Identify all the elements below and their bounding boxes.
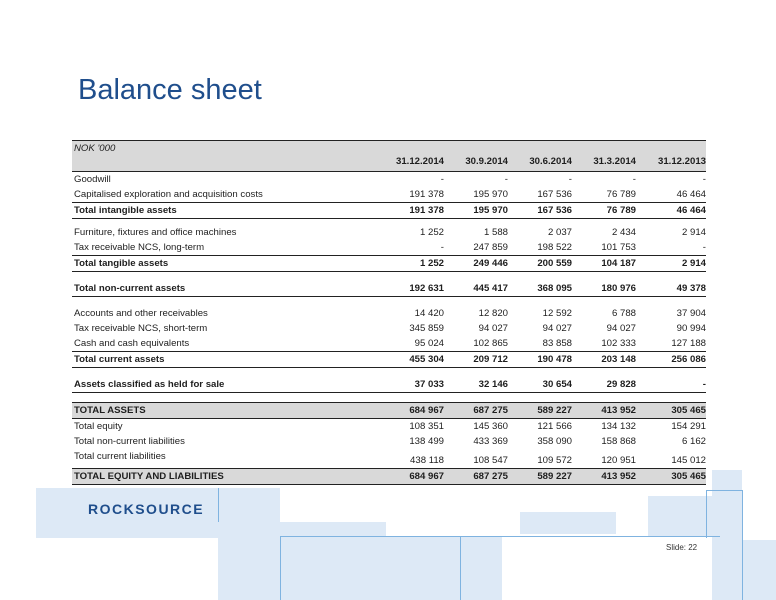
cell: 1 252 <box>419 258 444 269</box>
cell: 32 146 <box>478 379 508 390</box>
cell: 438 118 <box>410 455 444 466</box>
cell: 94 027 <box>478 323 508 334</box>
cell: 12 820 <box>478 308 508 319</box>
column-header: 31.3.2014 <box>593 156 636 167</box>
cell: 102 865 <box>473 338 508 349</box>
cell: 46 464 <box>676 205 706 216</box>
table-row <box>72 419 706 434</box>
cell: 433 369 <box>473 436 508 447</box>
cell: - <box>440 242 444 253</box>
cell: 247 859 <box>473 242 508 253</box>
table-row <box>72 187 706 202</box>
cell: 12 592 <box>542 308 572 319</box>
cell: - <box>702 174 706 185</box>
table-row-grand-total <box>72 402 706 419</box>
cell: 198 522 <box>537 242 572 253</box>
cell: 180 976 <box>601 283 636 294</box>
column-header: 31.12.2013 <box>657 156 706 167</box>
row-label: TOTAL EQUITY AND LIABILITIES <box>74 471 224 482</box>
cell: 209 712 <box>473 354 508 365</box>
row-label: Total non-current assets <box>74 283 186 294</box>
cell: 455 304 <box>409 354 444 365</box>
table-row <box>72 336 706 351</box>
table-header <box>72 140 706 172</box>
cell: 120 951 <box>601 455 636 466</box>
row-label: Assets classified as held for sale <box>74 379 225 390</box>
cell: 108 351 <box>409 421 444 432</box>
table-row-total <box>72 351 706 368</box>
cell: 76 789 <box>606 189 636 200</box>
cell: 249 446 <box>473 258 508 269</box>
cell: 109 572 <box>537 455 572 466</box>
slide-number: Slide: 22 <box>666 543 698 552</box>
column-header: 31.12.2014 <box>395 156 444 167</box>
row-label: Tax receivable NCS, short-term <box>74 323 208 334</box>
cell: 49 378 <box>676 283 706 294</box>
cell: 195 970 <box>473 189 508 200</box>
cell: 145 012 <box>671 455 706 466</box>
unit-label: NOK '000 <box>74 143 116 154</box>
cell: 83 858 <box>542 338 572 349</box>
row-label: Furniture, fixtures and office machines <box>74 227 237 238</box>
table-row <box>72 449 706 468</box>
cell: - <box>702 379 706 390</box>
cell: 37 033 <box>414 379 444 390</box>
cell: 413 952 <box>601 405 636 416</box>
cell: 2 914 <box>681 227 706 238</box>
cell: 1 252 <box>419 227 444 238</box>
row-label: Capitalised exploration and acquisition costs <box>74 189 263 200</box>
cell: 6 788 <box>611 308 636 319</box>
cell: 191 378 <box>409 205 444 216</box>
cell: 1 588 <box>483 227 508 238</box>
table-row-total <box>72 281 706 297</box>
cell: 305 465 <box>671 405 706 416</box>
cell: 368 095 <box>537 283 572 294</box>
cell: - <box>568 174 572 185</box>
row-label: Goodwill <box>74 174 111 185</box>
cell: 305 465 <box>671 471 706 482</box>
table-row <box>72 306 706 321</box>
cell: 145 360 <box>473 421 508 432</box>
table-row-grand-total <box>72 468 706 485</box>
cell: - <box>504 174 508 185</box>
cell: 445 417 <box>473 283 508 294</box>
cell: 190 478 <box>537 354 572 365</box>
cell: 30 654 <box>542 379 572 390</box>
row-label: Total non-current liabilities <box>74 436 185 447</box>
company-logo: ROCKSOURCE <box>88 501 205 517</box>
cell: 108 547 <box>473 455 508 466</box>
balance-sheet-table <box>72 140 706 485</box>
table-row <box>72 321 706 336</box>
cell: 687 275 <box>473 471 508 482</box>
cell: 94 027 <box>606 323 636 334</box>
cell: 134 132 <box>601 421 636 432</box>
cell: 684 967 <box>409 471 444 482</box>
cell: 195 970 <box>473 205 508 216</box>
column-header: 30.9.2014 <box>465 156 508 167</box>
cell: - <box>632 174 636 185</box>
table-row-total <box>72 202 706 219</box>
row-label: Total equity <box>74 421 123 432</box>
cell: 37 904 <box>676 308 706 319</box>
cell: 345 859 <box>409 323 444 334</box>
cell: 14 420 <box>414 308 444 319</box>
cell: 2 434 <box>611 227 636 238</box>
cell: 167 536 <box>537 205 572 216</box>
cell: 589 227 <box>537 405 572 416</box>
cell: 6 162 <box>681 436 706 447</box>
row-label: Total tangible assets <box>74 258 169 269</box>
row-label: Total current liabilities <box>74 451 166 462</box>
cell: 46 464 <box>676 189 706 200</box>
cell: 256 086 <box>671 354 706 365</box>
cell: 104 187 <box>601 258 636 269</box>
cell: 687 275 <box>473 405 508 416</box>
cell: 29 828 <box>606 379 636 390</box>
cell: 90 994 <box>676 323 706 334</box>
column-header: 30.6.2014 <box>529 156 572 167</box>
cell: - <box>440 174 444 185</box>
cell: 102 333 <box>601 338 636 349</box>
cell: 192 631 <box>409 283 444 294</box>
cell: 76 789 <box>606 205 636 216</box>
cell: 2 914 <box>681 258 706 269</box>
table-row <box>72 172 706 187</box>
cell: 158 868 <box>601 436 636 447</box>
table-row <box>72 225 706 240</box>
table-row <box>72 434 706 449</box>
cell: 121 566 <box>537 421 572 432</box>
page-title: Balance sheet <box>78 74 262 106</box>
cell: 94 027 <box>542 323 572 334</box>
cell: 167 536 <box>537 189 572 200</box>
cell: 191 378 <box>409 189 444 200</box>
cell: 138 499 <box>409 436 444 447</box>
row-label: Total current assets <box>74 354 165 365</box>
row-label: Accounts and other receivables <box>74 308 208 319</box>
row-label: Cash and cash equivalents <box>74 338 190 349</box>
cell: 589 227 <box>537 471 572 482</box>
cell: 684 967 <box>409 405 444 416</box>
row-label: TOTAL ASSETS <box>74 405 146 416</box>
cell: 200 559 <box>537 258 572 269</box>
cell: 413 952 <box>601 471 636 482</box>
table-row <box>72 240 706 255</box>
table-row-total <box>72 377 706 393</box>
cell: 127 188 <box>671 338 706 349</box>
row-label: Tax receivable NCS, long-term <box>74 242 205 253</box>
cell: 203 148 <box>601 354 636 365</box>
table-row-total <box>72 255 706 272</box>
cell: 2 037 <box>547 227 572 238</box>
cell: 154 291 <box>671 421 706 432</box>
row-label: Total intangible assets <box>74 205 177 216</box>
cell: 101 753 <box>601 242 636 253</box>
cell: 358 090 <box>537 436 572 447</box>
cell: 95 024 <box>414 338 444 349</box>
cell: - <box>702 242 706 253</box>
